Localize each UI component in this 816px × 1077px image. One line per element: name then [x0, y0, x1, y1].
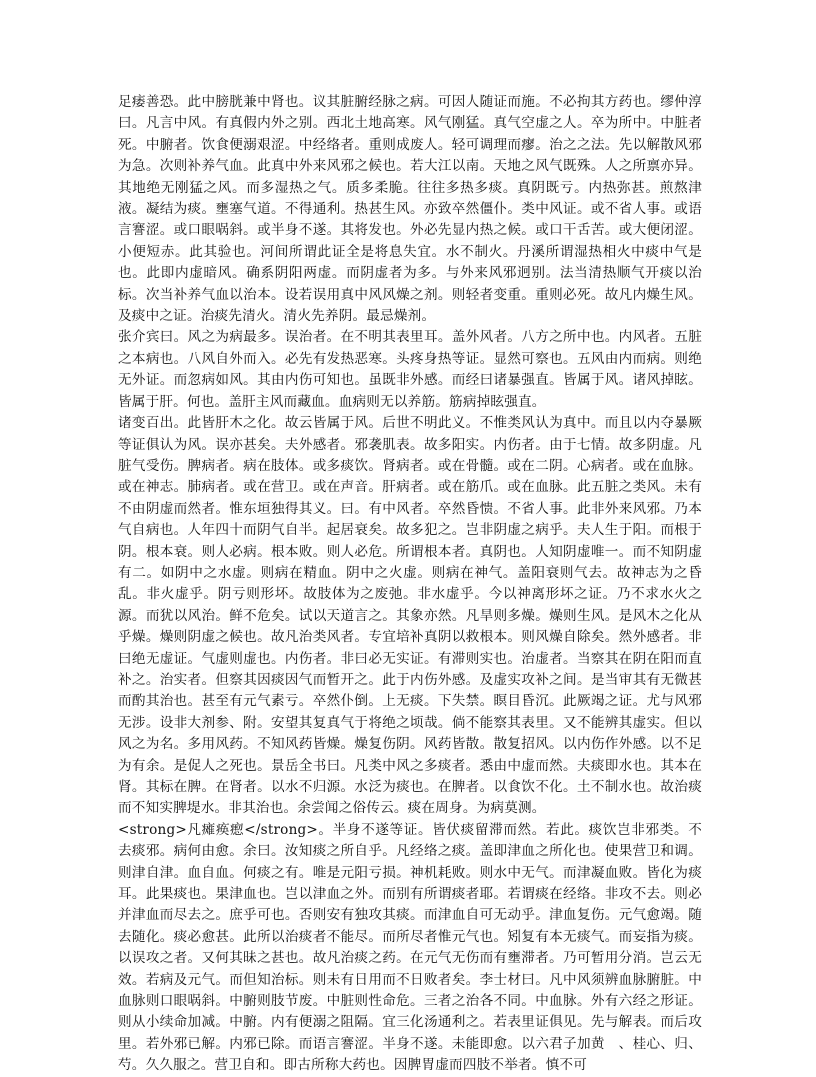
paragraph: 张介宾曰。风之为病最多。误治者。在不明其表里耳。盖外风者。八方之所中也。内风者。五脏之本病也。八风自外而入。必先有发热恶寒。头疼身热等证。显然可察也。五风由内而病。则绝无外证。而忽病如风。其由内伤可知也。虽既非外感。而经曰诸暴强直。皆属于风。诸风掉眩。皆属于肝。何也。盖肝主风而藏血。血病则无以养筋。筋病掉眩强直。 — [118, 329, 702, 410]
paragraph: 诸变百出。此皆肝木之化。故云皆属于风。后世不明此义。不惟类风认为真中。而且以内夺暴厥等证俱认为风。误亦甚矣。夫外感者。邪袭肌表。故多阳实。内伤者。由于七情。故多阴虚。凡脏气受伤。脾病者。病在肢体。或多痰饮。肾病者。或在骨髓。或在二阴。心病者。或在血脉。或在神志。肺病者。或在营卫。或在声音。肝病者。或在筋爪。或在血脉。此五脏之类风。未有不由阴虚而然者。惟东垣独得其义。曰。有中风者。卒然昏愦。不省人事。此非外来风邪。乃本气自病也。人年四十而阴气自半。起居衰矣。故多犯之。岂非阴虚之病乎。夫人生于阳。而根于阴。根本衰。则人必病。根本败。则人必危。所谓根本者。真阴也。人知阴虚唯一。而不知阴虚有二。如阴中之水虚。则病在精血。阴中之火虚。则病在神气。盖阳衰则气去。故神志为之昏乱。非火虚乎。阴亏则形坏。故肢体为之废弛。非水虚乎。今以神离形坏之证。乃不求水火之源。而犹以风治。鲜不危矣。试以天道言之。其象亦然。凡旱则多燥。燥则生风。是风木之化从乎燥。燥则阴虚之候也。故凡治类风者。专宜培补真阴以救根本。则风燥自除矣。然外感者。非曰绝无虚证。气虚则虚也。内伤者。非曰必无实证。有滞则实也。治虚者。当察其在阴在阳而直补之。治实者。但察其因痰因气而暂开之。此于内伤外感。及虚实攻补之间。是当审其有无微甚而酌其治也。甚至有元气素亏。卒然仆倒。上无痰。下失禁。瞑目昏沉。此厥竭之证。尤与风邪无涉。设非大剂参、附。安望其复真气于将绝之顷哉。倘不能察其表里。又不能辨其虚实。但以风之为名。多用风药。不知风药皆燥。燥复伤阴。风药皆散。散复招风。以内伤作外感。以不足为有余。是促人之死也。景岳全书曰。凡类中风之多痰者。悉由中虚而然。夫痰即水也。其本在肾。其标在脾。在肾者。以水不归源。水泛为痰也。在脾者。以食饮不化。土不制水也。故治痰而不知实脾堤水。非其治也。余尝闻之俗传云。痰在周身。为病莫测。 — [118, 415, 702, 817]
paragraph: <strong>凡瘫痪瘛</strong>。半身不遂等证。皆伏痰留滞而然。若此。痰饮岂非邪类。不去痰邪。病何由愈。余曰。汝知痰之所自乎。凡经络之痰。盖即津血之所化也。使果营卫和调。则津自津。血自血。何痰之有。唯是元阳亏损。神机耗败。则水中无气。而津凝血败。皆化为痰耳。此果痰也。果津血也。岂以津血之外。而别有所谓痰者耶。若谓痰在经络。非攻不去。则必并津血而尽去之。庶乎可也。否则安有独攻其痰。而津血自可无动乎。津血复伤。元气愈竭。随去随化。痰必愈甚。此所以治痰者不能尽。而所尽者惟元气也。矧复有本无痰气。而妄指为痰。以误攻之者。又何其昧之甚也。故凡治痰之药。在元气无伤而有壅滞者。乃可暂用分消。岂云无效。若病及元气。而但知治标。则未有日用而不日败者矣。李士材曰。凡中风须辨血脉腑脏。中血脉则口眼㖞斜。中腑则肢节废。中脏则性命危。三者之治各不同。中血脉。外有六经之形证。则从小续命加减。中腑。内有便溺之阻隔。宜三化汤通利之。若表里证俱见。先与解表。而后攻里。若外邪已解。内邪已除。而语言謇涩。半身不遂。未能即愈。以六君子加黄 、桂心、归、芍。久久服之。营卫自和。即古所称大药也。因脾胃虚而四肢不举者。慎不可 — [118, 821, 702, 1074]
document-page — [118, 92, 702, 1077]
paragraph: 足痿善恐。此中膀胱兼中肾也。议其脏腑经脉之病。可因人随证而施。不必拘其方药也。缪仲淳曰。凡言中风。有真假内外之别。西北土地高寒。风气刚猛。真气空虚之人。卒为所中。中脏者死。中腑者。饮食便溺艰涩。中经络者。重则成废人。轻可调理而瘳。治之之法。先以解散风邪为急。次则补养气血。此真中外来风邪之候也。若大江以南。天地之风气既殊。人之所禀亦异。其地绝无刚猛之风。而多湿热之气。质多柔脆。往往多热多痰。真阴既亏。内热弥甚。煎熬津液。凝结为痰。壅塞气道。不得通利。热甚生风。亦致卒然僵仆。类中风证。或不省人事。或语言謇涩。或口眼㖞斜。或半身不遂。其将发也。外必先显内热之候。或口干舌苦。或大便闭涩。小便短赤。此其验也。河间所谓此证全是将息失宜。水不制火。丹溪所谓湿热相火中痰中气是也。此即内虚暗风。确系阴阳两虚。而阴虚者为多。与外来风邪迥别。法当清热顺气开痰以治标。次当补养气血以治本。设若误用真中风风燥之剂。则轻者变重。重则必死。故凡内燥生风。及痰中之证。治痰先清火。清火先养阴。最忌燥剂。 — [118, 94, 702, 325]
